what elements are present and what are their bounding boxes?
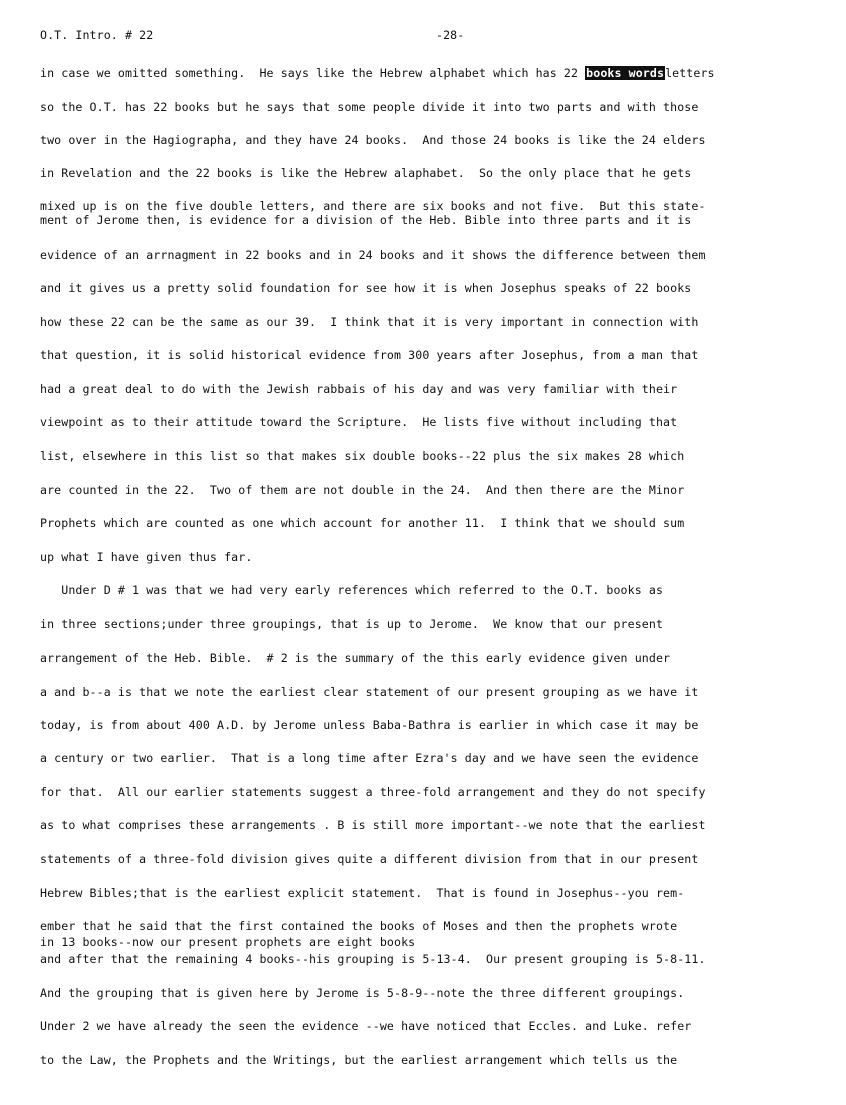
text-line: Under 2 we have already the seen the evidence --we have noticed that Eccles. and Luke. refer — [40, 1019, 692, 1033]
text-line: and it gives us a pretty solid foundation for see how it is when Josephus speaks of 22 books — [40, 281, 692, 295]
text-line: Prophets which are counted as one which account for another 11. I think that we should sum — [40, 516, 685, 530]
text-line: statements of a three-fold division gives quite a different division from that in our present — [40, 852, 699, 866]
text-line: so the O.T. has 22 books but he says that some people divide it into two parts and with those — [40, 100, 699, 114]
text-line: that question, it is solid historical evidence from 300 years after Josephus, from a man that — [40, 348, 699, 362]
text-line: ment of Jerome then, is evidence for a division of the Heb. Bible into three parts and it is — [40, 213, 692, 227]
text-line: a and b--a is that we note the earliest clear statement of our present grouping as we have it — [40, 685, 699, 699]
text-line: a century or two earlier. That is a long time after Ezra's day and we have seen the evidence — [40, 751, 699, 765]
text-line: in 13 books--now our present prophets are eight books — [40, 935, 416, 949]
text-line: Hebrew Bibles;that is the earliest explicit statement. That is found in Josephus--you rem- — [40, 886, 685, 900]
text-line: how these 22 can be the same as our 39. I think that it is very important in connection with — [40, 315, 699, 329]
text-line: in Revelation and the 22 books is like the Hebrew alaphabet. So the only place that he gets — [40, 166, 692, 180]
text-line: two over in the Hagiographa, and they have 24 books. And those 24 books is like the 24 elders — [40, 133, 706, 147]
page-number: -28- — [436, 28, 465, 42]
text-line: And the grouping that is given here by Jerome is 5-8-9--note the three different groupings. — [40, 986, 685, 1000]
text-line: as to what comprises these arrangements . B is still more important--we note that the earliest — [40, 818, 706, 832]
text-line: are counted in the 22. Two of them are not double in the 24. And then there are the Minor — [40, 483, 685, 497]
text-line: mixed up is on the five double letters, and there are six books and not five. But this state- — [40, 199, 706, 213]
text-line: and after that the remaining 4 books--his grouping is 5-13-4. Our present grouping is 5-8-11. — [40, 952, 706, 966]
text-line: ember that he said that the first contained the books of Moses and then the prophets wrote — [40, 919, 678, 933]
text-line: Under D # 1 was that we had very early references which referred to the O.T. books as — [40, 583, 664, 597]
text-line: had a great deal to do with the Jewish rabbais of his day and was very familiar with their — [40, 382, 678, 396]
text-line — [40, 66, 715, 80]
text-line: list, elsewhere in this list so that makes six double books--22 plus the six makes 28 which — [40, 449, 685, 463]
text-line: up what I have given thus far. — [40, 550, 253, 564]
text-line: viewpoint as to their attitude toward the Scripture. He lists five without including that — [40, 415, 678, 429]
header-title: O.T. Intro. # 22 — [40, 28, 154, 42]
text-segment: in case we omitted something. He says like the Hebrew alphabet which has 22 — [40, 66, 586, 80]
text-line: evidence of an arrnagment in 22 books and in 24 books and it shows the difference between them — [40, 248, 706, 262]
text-line: in three sections;under three groupings, that is up to Jerome. We know that our present — [40, 617, 664, 631]
text-line: for that. All our earlier statements suggest a three-fold arrangement and they do not specify — [40, 785, 706, 799]
text-line: today, is from about 400 A.D. by Jerome unless Baba-Bathra is earlier in which case it may be — [40, 718, 699, 732]
text-segment: letters — [665, 66, 715, 80]
text-line: arrangement of the Heb. Bible. # 2 is the summary of the this early evidence given under — [40, 651, 671, 665]
text-line: to the Law, the Prophets and the Writings, but the earliest arrangement which tells us the — [40, 1053, 678, 1067]
struck-out-words: books words — [586, 66, 665, 80]
